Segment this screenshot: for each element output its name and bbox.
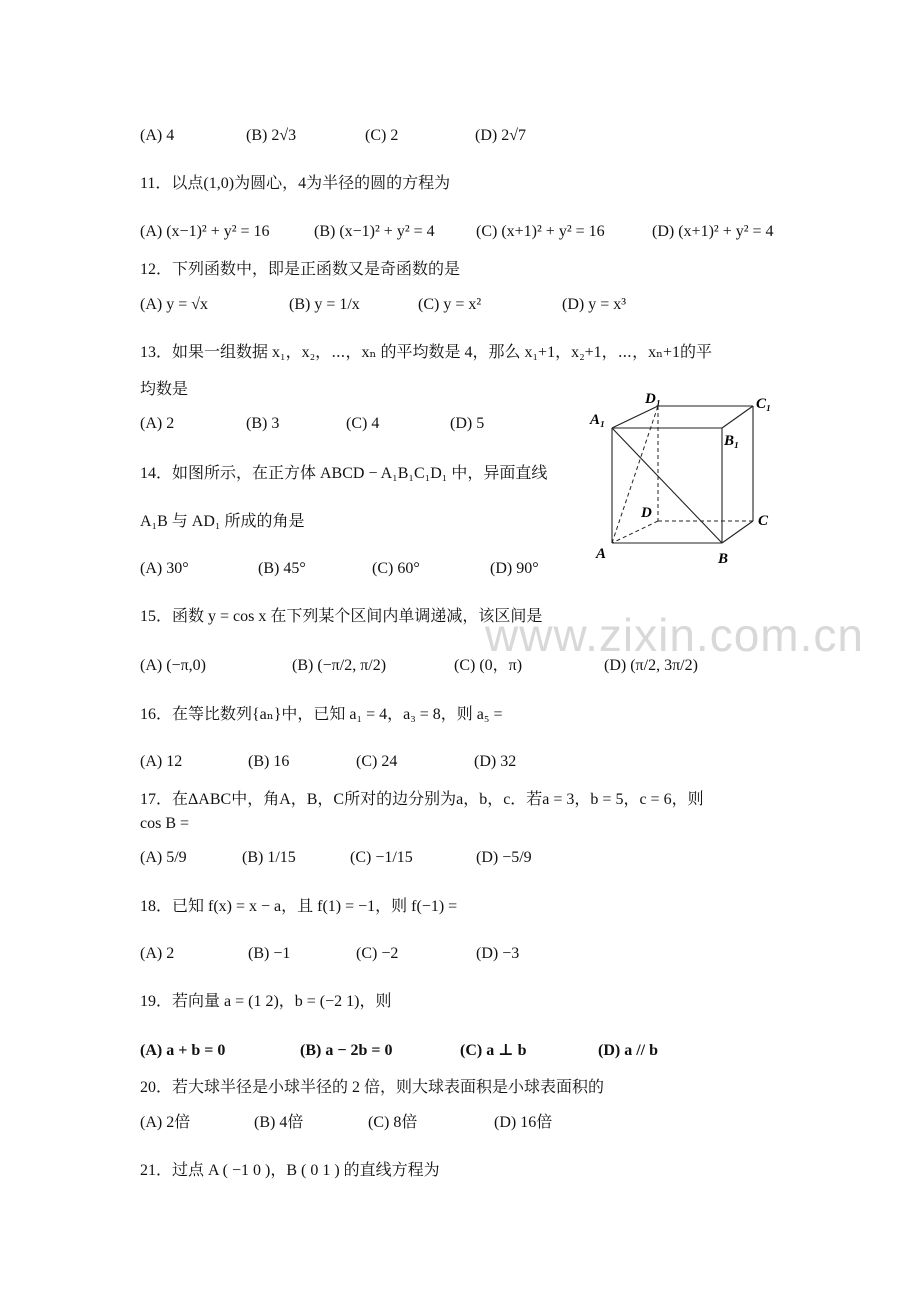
q19-option-a: (A) a + b = 0 [140, 1042, 226, 1059]
label-a: A [596, 546, 607, 562]
q14-stem-line2: A₁B 与 AD₁ 所成的角是 [140, 513, 305, 530]
q11-option-d: (D) (x+1)² + y² = 4 [652, 223, 774, 240]
q12-options [140, 293, 626, 317]
q15-option-d: (D) (π/2, 3π/2) [604, 657, 698, 674]
q20-options [140, 1111, 552, 1135]
label-a1: A₁ [590, 412, 606, 428]
q17-option-a: (A) 5/9 [140, 849, 187, 866]
q14-options [140, 557, 539, 581]
q13-stem-line2: 均数是 [140, 381, 189, 398]
q11-stem: 11．以点(1,0)为圆心，4为半径的圆的方程为 [140, 175, 451, 192]
q18-option-c: (C) −2 [356, 945, 399, 962]
q18-stem: 18．已知 f(x) = x − a，且 f(1) = −1，则 f(−1) = [140, 898, 458, 915]
q12-option-b: (B) y = 1/x [289, 296, 360, 313]
q13-option-a: (A) 2 [140, 415, 175, 432]
q17-stem-line1: 17．在ΔABC中，角A，B，C所对的边分别为a，b，c．若a = 3，b = 5，c = 6，则 [140, 791, 704, 808]
cube-figure [588, 388, 788, 573]
q11-option-a: (A) (x−1)² + y² = 16 [140, 223, 270, 240]
q18-options [140, 942, 519, 966]
q19-option-b: (B) a − 2b = 0 [300, 1042, 393, 1059]
q20-option-c: (C) 8倍 [368, 1114, 418, 1131]
q15-option-b: (B) (−π/2, π/2) [292, 657, 387, 674]
q16-options [140, 750, 516, 774]
q21-stem: 21．过点 A ( −1 0 )，B ( 0 1 ) 的直线方程为 [140, 1162, 440, 1179]
q17-option-c: (C) −1/15 [350, 849, 413, 866]
q20-option-a: (A) 2倍 [140, 1114, 191, 1131]
q16-option-c: (C) 24 [356, 753, 398, 770]
q13-option-d: (D) 5 [450, 415, 485, 432]
q16-option-a: (A) 12 [140, 753, 183, 770]
q18-option-b: (B) −1 [248, 945, 291, 962]
q17-option-d: (D) −5/9 [476, 849, 532, 866]
q18-option-a: (A) 2 [140, 945, 175, 962]
q12-option-d: (D) y = x³ [562, 296, 627, 313]
label-c1: C₁ [756, 396, 772, 412]
q14-option-a: (A) 30° [140, 560, 189, 577]
label-b: B [718, 551, 729, 567]
q16-stem: 16．在等比数列{aₙ}中，已知 a₁ = 4，a₃ = 8，则 a₅ = [140, 706, 503, 723]
q10-option-c: (C) 2 [365, 127, 399, 144]
q13-stem-line1: 13．如果一组数据 x₁，x₂，⋯，xₙ 的平均数是 4，那么 x₁+1，x₂+1，⋯，xₙ+1的平 [140, 344, 713, 361]
q17-option-b: (B) 1/15 [242, 849, 296, 866]
q10-option-d: (D) 2√7 [475, 127, 526, 144]
q15-stem: 15．函数 y = cos x 在下列某个区间内单调递减，该区间是 [140, 608, 543, 625]
label-b1: B₁ [724, 433, 740, 449]
q15-option-a: (A) (−π,0) [140, 657, 206, 674]
q12-option-c: (C) y = x² [418, 296, 482, 313]
q14-option-c: (C) 60° [372, 560, 420, 577]
q15-option-c: (C) (0，π) [454, 657, 523, 674]
q19-stem: 19．若向量 a = (1 2)，b = (−2 1)，则 [140, 993, 392, 1010]
q19-option-c: (C) a ⊥ b [460, 1042, 527, 1059]
q20-option-b: (B) 4倍 [254, 1114, 304, 1131]
label-d1: D₁ [645, 391, 662, 407]
q15-options [140, 654, 698, 678]
q12-stem: 12．下列函数中，即是正函数又是奇函数的是 [140, 261, 461, 278]
q16-option-b: (B) 16 [248, 753, 290, 770]
q14-stem-line1: 14．如图所示，在正方体 ABCD − A₁B₁C₁D₁ 中，异面直线 [140, 465, 548, 482]
q13-option-b: (B) 3 [246, 415, 280, 432]
q10-options [140, 124, 526, 148]
q19-options [140, 1039, 658, 1063]
q20-option-d: (D) 16倍 [494, 1114, 553, 1131]
q12-option-a: (A) y = √x [140, 296, 209, 313]
watermark: www.zixin.com.cn [485, 609, 864, 661]
q11-option-b: (B) (x−1)² + y² = 4 [314, 223, 435, 240]
q10-option-b: (B) 2√3 [246, 127, 297, 144]
q13-option-c: (C) 4 [346, 415, 380, 432]
q20-stem: 20．若大球半径是小球半径的 2 倍，则大球表面积是小球表面积的 [140, 1079, 605, 1096]
label-d: D [641, 505, 652, 521]
label-c: C [758, 513, 769, 529]
q11-option-c: (C) (x+1)² + y² = 16 [476, 223, 605, 240]
q11-options [140, 220, 774, 244]
q17-stem-line2: cos B = [140, 815, 190, 832]
q14-option-b: (B) 45° [258, 560, 306, 577]
q18-option-d: (D) −3 [476, 945, 520, 962]
q13-options [140, 412, 484, 436]
q14-option-d: (D) 90° [490, 560, 539, 577]
q19-option-d: (D) a // b [598, 1042, 658, 1059]
q17-options [140, 846, 532, 870]
q10-option-a: (A) 4 [140, 127, 175, 144]
q16-option-d: (D) 32 [474, 753, 517, 770]
